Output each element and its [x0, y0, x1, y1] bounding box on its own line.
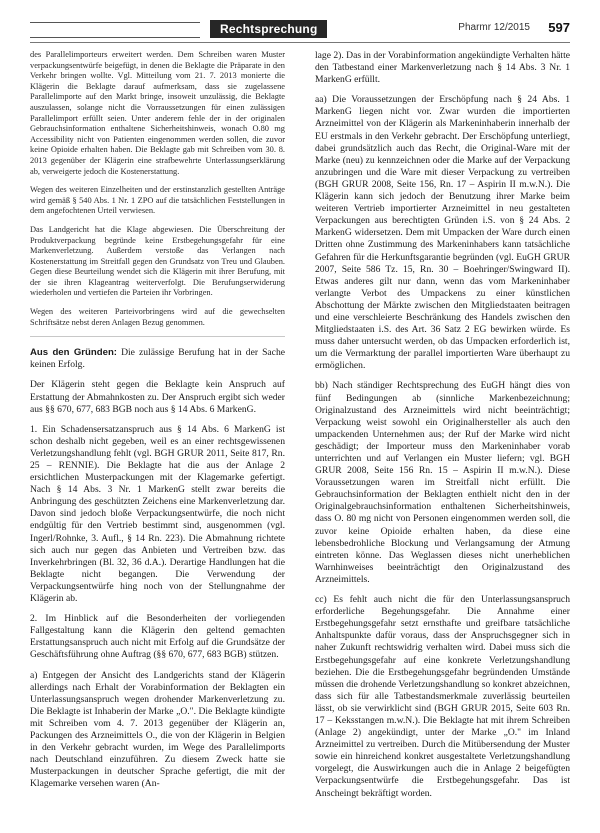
- body-paragraph: 2. Im Hinblick auf die Besonderheiten der vorliegenden Fallgestaltung kann die Klägerin den geltend gemachten Erstattungsanspruch auch nicht mit Erfolg auf die Grundsätze der Geschäftsführung ohne Auftrag (§§ 670, 677, 683 BGB) stützen.: [30, 613, 285, 661]
- summary-paragraph: Wegen des weiteren Einzelheiten und der erstinstanzlich gestellten Anträge wird gemäß § 540 Abs. 1 Nr. 1 ZPO auf die tatsächlichen Feststellungen in dem angefochtenen Urteil verwiesen.: [30, 185, 285, 216]
- left-column: [30, 50, 285, 825]
- reasons-heading: Aus den Gründen:: [30, 347, 117, 359]
- summary-paragraph: des Parallelimporteurs erweitert werden. Dem Schreiben waren Muster verpackungsentwürfe beigefügt, in denen die Beklagte die Präparate in den Verkehr bringen wollte. Vgl. Mitteilung vom 21. 7. 2013 monierte die Klägerin die Beklagte darauf aufmerksam, dass sie zugelassene Parallelimporte auf den Markt bringe, insoweit unzulässig, die Beklagte auszulassen, solange nicht die Vorraussetzungen für einen zulässigen Parallelimport erfüllt seien. Unter anderem fehle der in der originalen Gebrauchsinformation enthaltene Sicherheitshinweis, wonach O.80 mg Accessibility nicht von Patienten eingenommen werden sollen, die zuvor keine Opioide erhalten haben. Die Beklagte gab mit Schreiben vom 30. 8. 2013 gegenüber der Klägerin eine strafbewehrte Unterlassungserklärung ab, verweigerte jedoch die Kostenerstattung.: [30, 50, 285, 176]
- body-paragraph: Der Klägerin steht gegen die Beklagte kein Anspruch auf Erstattung der Abmahnkosten zu. Der Anspruch ergibt sich weder aus §§ 670, 677, 683 BGB noch aus § 14 Abs. 6 MarkenG.: [30, 379, 285, 415]
- summary-paragraph: Wegen des weiteren Parteivorbringens wird auf die gewechselten Schriftsätze nebst deren Anlagen Bezug genommen.: [30, 307, 285, 327]
- header-decorative-bar: [30, 22, 200, 38]
- summary-paragraph: Das Landgericht hat die Klage abgewiesen. Die Überschreitung der Produktverpackung begründe keine Erstbegehungsgefahr für eine Markenverletzung. Außerdem verstoße das Verlangen nach Kostenerstattung im Streitfall gegen den Grundsatz von Treu und Glauben. Gegen diese Beurteilung wendet sich die Klägerin mit ihrer Berufung, mit der sie ihren Klageantrag weiterverfolgt. Die Berufungserwiderung wiederholen und vertiefen die Parteien ihr Vorbringen.: [30, 224, 285, 298]
- page-header: [30, 20, 570, 46]
- body-paragraph: lage 2). Das in der Vorabinformation angekündigte Verhalten hätte den Tatbestand einer Markenverletzung nach § 14 Abs. 3 Nr. 1 MarkenG erfüllt.: [315, 50, 570, 86]
- section-title: Rechtsprechung: [210, 20, 327, 38]
- body-paragraph: aa) Die Voraussetzungen der Erschöpfung nach § 24 Abs. 1 MarkenG liegen nicht vor. Zwar wurden die importierten Arzneimittel von der Klägerin als Markeninhaberin innerhalb der EU erstmals in den Verkehr gebracht. Der Erschöpfung unterliegt, dabei grundsätzlich auch das Recht, die Original-Ware mit der Marke (neu) zu kennzeichnen oder die Marke auf der Verpackung anzubringen und die Ware mit dieser Verpackung zu vertreiben (BGH GRUR 2008, Seite 156, Rn. 17 – Aspirin II m.w.N.). Die Klägerin kann sich jedoch der Benutzung ihrer Marke beim weiteren Vertrieb importierter Arzneimittel in neu gestalteten Verpackungen aus berechtigten Gründen i.S. von § 24 Abs. 2 MarkenG widersetzen. Dem mit Umpacken der Ware durch einen Dritten ohne Zustimmung des Markeninhabers kann tatsächliche Gefahren für die Herkunftsgarantie begründen (vgl. EuGH GRUR 2007, Seite 586 Tz. 15, Rn. 30 – Boehringer/Swingward II). Etwas anderes gilt nur dann, wenn das vom Markeninhaber verlangte Verbot des Umpackens zu einer künstlichen Abschottung der Märkte zwischen den Mitgliedstaaten beitragen und eine verschleierte Beschränkung des Handels zwischen den Mitgliedstaaten i.S. des Art. 36 Satz 2 EG bewirken würde. Es muss daher untersucht werden, ob das Umpacken erforderlich ist, um die Vermarktung der parallel importierten Ware überhaupt zu ermöglichen.: [315, 94, 570, 372]
- right-column: [315, 50, 570, 825]
- body-paragraph: 1. Ein Schadensersatzanspruch aus § 14 Abs. 6 MarkenG ist schon deshalb nicht gegeben, weil es an einer rechtsgewissenen Verletzungshandlung fehlt (vgl. BGH GRUR 2011, Seite 817, Rn. 25 – RENNIE). Die Beklagte hat die aus der Anlage 2 ersichtlichen Musterpackungen mit der Klagemarke gefertigt. Nach § 14 Abs. 3 Nr. 1 MarkenG stellt zwar bereits die Anbringung des geschützten Zeichens eine Markenverletzung dar. Davon sind jedoch bloße Verpackungsentwürfe, die noch nicht endgültig für den Vertrieb bestimmt sind, ausgenommen (vgl. Ingerl/Rohnke, 3. Aufl., § 14 Rn. 223). Die Abmahnung richtete sich auch nur gegen das Anbieten und Vertreiben bzw. das Inverkehrbringen (Bl. 32, 36 d.A.). Derartige Handlungen hat die Beklagte nicht begangen. Die Verwendung der Verpackungsentwürfe hing noch von der Stellungnahme der Klägerin ab.: [30, 423, 285, 605]
- section-divider: [30, 336, 285, 337]
- header-divider: [30, 42, 570, 43]
- body-paragraph: cc) Es fehlt auch nicht die für den Unterlassungsanspruch erforderliche Begehungsgefahr. Die Annahme einer Erstbegehungsgefahr setzt ernsthafte und greifbare tatsächliche Anhaltspunkte dafür voraus, dass der Anspruchsgegner sich in naher Zukunft rechtswidrig verhalten wird. Dabei muss sich die Erstbegehungsgefahr auf eine konkrete Verletzungshandlung beziehen. Die die Erstbegehungsgefahr begründenden Umstände müssen die drohende Verletzungshandlung so konkret abzeichnen, dass sich für alle Tatbestandsmerkmale zuverlässig beurteilen lässt, ob sie verwirklicht sind (BGH GRUR 2015, Seite 603 Rn. 17 – Keksstangen m.w.N.). Die Beklagte hat mit ihrem Schreiben (Anlage 2) angekündigt, unter der Marke „O." im Inland Arzneimittel zu vertreiben. Durch die Mitübersendung der Muster sowie ein hinreichend konkret ausgestaltete Verletzungshandlung vorgelegt, die Auswirkungen auch die in Anlage 2 beigefügten Verpackungsentwürfe die Erstbegehungsgefahr. Das ist Anscheingt bekräftigt worden.: [315, 594, 570, 799]
- reasons-intro: Die zulässige Berufung hat in der Sache keinen Erfolg.: [30, 347, 285, 371]
- body-paragraph: a) Entgegen der Ansicht des Landgerichts stand der Klägerin allerdings nach Erhalt der Vorabinformation der Beklagten ein Unterlassungsanspruch wegen drohender Markenverletzung zu. Die Beklagte ist Inhaberin der Marke „O.". Die Beklagte kündigte mit Schreiben vom 4. 7. 2013 gegenüber der Klägerin an, Packungen des Arzneimittels O., die von der Klägerin in Belgien in den Verkehr gebracht wurden, im Wege des Parallelimports nach Deutschland einzuführen. Zu diesem Zweck hatte sie Musterpackungen in deutscher Sprache gefertigt, die mit der Klagemarke versehen waren (An-: [30, 669, 285, 790]
- journal-issue: Pharmr 12/2015: [458, 22, 530, 33]
- body-paragraph: bb) Nach ständiger Rechtsprechung des EuGH hängt dies von fünf Bedingungen ab (sinnliche Markenbezeichnung; Originalzustand des Arzneimittels wird nicht beeinträchtigt; Verpackung weist sowohl ein Originalhersteller als auch den umpackenden Unternehmen aus; der Ruf der Marke wird nicht geschädigt; der Importeur muss den Markeninhaber vorab unterrichten und auf Verlangen ein Muster liefern; vgl. BGH GRUR 2008, Seite 156 Rn. 15 – Aspirin II m.w.N.). Diese Voraussetzungen waren im Streitfall nicht erfüllt. Die Gebrauchsinformation der Beklagten enthielt nicht den in der Originalgebrauchsinformation enthaltenen Sicherheitshinweis, dass O. 80 mg nicht von Personen eingenommen werden soll, die zuvor keine Opioide erhalten haben, da diese eine lebensbedrohliche Blockung und Verlangsamung der Atmung eintreten könne. Das Weglassen dieses nicht unerheblichen Warnhinweises beeinträchtigt den Originalzustand des Arzneimittels.: [315, 380, 570, 585]
- page-number: 597: [548, 20, 570, 35]
- reasons-paragraph: [30, 347, 285, 371]
